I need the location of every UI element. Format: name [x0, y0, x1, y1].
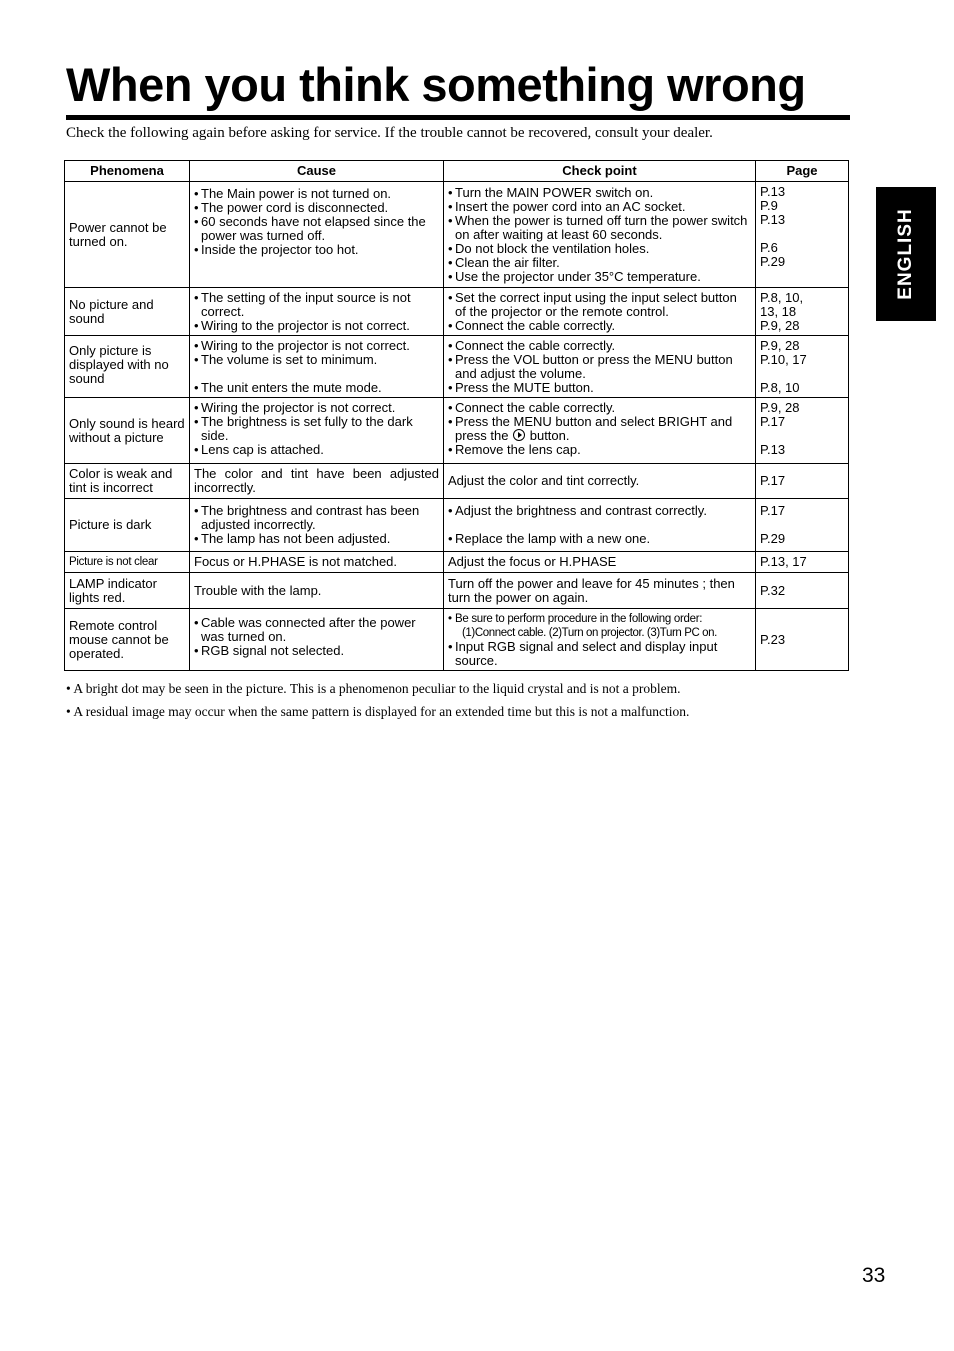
cause-cell: The color and tint have been adjusted incorrectly. [190, 464, 444, 499]
check-item: • Input RGB signal and select and display input source. [448, 640, 751, 668]
cause-item: • Wiring to the projector is not correct. [194, 319, 439, 333]
cause-item: • The brightness is set fully to the dark side. [194, 415, 439, 443]
cause-cell [190, 182, 444, 288]
check-item-text-end: button. [529, 428, 570, 443]
cause-item: • The volume is set to minimum. [194, 353, 439, 367]
check-cell: Adjust the color and tint correctly. [444, 464, 756, 499]
check-cell: Adjust the focus or H.PHASE [444, 552, 756, 573]
page-cell: P.23 [756, 609, 849, 671]
page-cell: P.17 [756, 464, 849, 499]
page-cell [756, 398, 849, 464]
table-row [65, 398, 849, 464]
note-item: • A residual image may occur when the same pattern is displayed for an extended time but this is not a malfunction. [66, 704, 690, 719]
header-phenomena: Phenomena [65, 161, 190, 182]
check-item: • Insert the power cord into an AC socket. [448, 200, 751, 214]
table-row [65, 464, 849, 499]
check-item-text: Press the MENU button and select BRIGHT and press the [455, 414, 733, 443]
page-ref: P.10, 17 [760, 351, 807, 367]
table-row [65, 573, 849, 609]
page-ref: P.13 [760, 442, 786, 457]
check-item-subline: (1)Connect cable. (2)Turn on projector. (3)Turn PC on. [462, 626, 717, 639]
cause-cell [190, 288, 444, 336]
phenomena-cell: Remote control mouse cannot be operated. [65, 609, 190, 671]
phenomena-cell: Only picture is displayed with no sound [65, 336, 190, 398]
page-ref: P.8, 10, [760, 289, 804, 305]
page-ref: P.6 [760, 240, 778, 255]
check-cell [444, 336, 756, 398]
page-cell [756, 499, 849, 552]
language-tab-label: ENGLISH [895, 208, 916, 300]
page-ref: P.8, 10 [760, 379, 800, 395]
phenomena-cell: Picture is not clear [65, 552, 190, 573]
check-item: • Connect the cable correctly. [448, 401, 751, 415]
cause-item: • The setting of the input source is not correct. [194, 291, 439, 319]
page-cell [756, 288, 849, 336]
check-item: • Be sure to perform procedure in the following order: [448, 612, 751, 626]
table-row [65, 182, 849, 288]
page-ref: P.17 [760, 503, 786, 518]
page-ref: P.29 [760, 254, 786, 269]
page-ref: P.29 [760, 531, 786, 546]
cause-cell [190, 398, 444, 464]
check-cell [444, 398, 756, 464]
check-cell [444, 499, 756, 552]
phenomena-cell: Only sound is heard without a picture [65, 398, 190, 464]
page-cell: P.13, 17 [756, 552, 849, 573]
check-item: • Set the correct input using the input select button of the projector or the remote control. [448, 291, 751, 319]
intro-text: Check the following again before asking for service. If the trouble cannot be recovered, consult your dealer. [66, 125, 713, 141]
check-item [448, 415, 751, 443]
table-row [65, 336, 849, 398]
page-ref: P.13 [760, 184, 786, 199]
phenomena-cell: Picture is dark [65, 499, 190, 552]
check-item: • When the power is turned off turn the power switch on after waiting at least 60 seconds. [448, 214, 751, 242]
cause-item: • The unit enters the mute mode. [194, 381, 439, 395]
page-cell [756, 336, 849, 398]
check-item: • Use the projector under 35°C temperature. [448, 270, 751, 284]
page-cell: P.32 [756, 573, 849, 609]
cause-cell [190, 336, 444, 398]
page-ref: P.9, 28 [760, 400, 800, 415]
check-item: • Do not block the ventilation holes. [448, 242, 751, 256]
check-item: • Remove the lens cap. [448, 443, 751, 457]
cause-item: • The lamp has not been adjusted. [194, 532, 439, 546]
page-ref: P.9, 28 [760, 337, 800, 353]
cause-item: • The power cord is disconnected. [194, 201, 439, 215]
cause-item: • Inside the projector too hot. [194, 243, 439, 257]
check-item: • Replace the lamp with a new one. [448, 532, 751, 546]
cause-item: • The brightness and contrast has been adjusted incorrectly. [194, 504, 439, 532]
cause-cell: Focus or H.PHASE is not matched. [190, 552, 444, 573]
cause-item: • RGB signal not selected. [194, 644, 439, 658]
phenomena-cell: Color is weak and tint is incorrect [65, 464, 190, 499]
header-check-point: Check point [444, 161, 756, 182]
cause-item: • Cable was connected after the power was turned on. [194, 616, 439, 644]
cause-item: • Lens cap is attached. [194, 443, 439, 457]
table-row [65, 609, 849, 671]
play-button-icon [513, 429, 525, 441]
check-cell [444, 288, 756, 336]
cause-cell: Trouble with the lamp. [190, 573, 444, 609]
header-page: Page [756, 161, 849, 182]
check-item: • Press the MUTE button. [448, 381, 751, 395]
language-tab [876, 187, 936, 321]
page-ref [760, 227, 844, 241]
page-title: When you think something wrong [66, 58, 806, 111]
cause-cell [190, 609, 444, 671]
page-ref: P.9 [760, 198, 778, 213]
note-text: A bright dot may be seen in the picture. This is a phenomenon peculiar to the liquid crystal and is not a problem. [73, 681, 681, 696]
page-ref: P.13 [760, 212, 786, 227]
cause-cell [190, 499, 444, 552]
title-rule [66, 115, 850, 120]
cause-item: • 60 seconds have not elapsed since the power was turned off. [194, 215, 439, 243]
page-cell [756, 182, 849, 288]
table-row [65, 552, 849, 573]
table-row [65, 288, 849, 336]
check-item: • Connect the cable correctly. [448, 319, 751, 333]
check-cell: Turn off the power and leave for 45 minutes ; then turn the power on again. [444, 573, 756, 609]
phenomena-cell: No picture and sound [65, 288, 190, 336]
check-cell [444, 609, 756, 671]
table-row [65, 499, 849, 552]
note-item: • A bright dot may be seen in the picture. This is a phenomenon peculiar to the liquid crystal and is not a problem. [66, 681, 681, 696]
page-ref [760, 429, 844, 443]
page-ref [760, 518, 844, 532]
check-item: • Turn the MAIN POWER switch on. [448, 186, 751, 200]
check-item: • Clean the air filter. [448, 256, 751, 270]
troubleshooting-table [64, 160, 849, 671]
cause-item: • Wiring to the projector is not correct. [194, 339, 439, 353]
check-item: • Adjust the brightness and contrast correctly. [448, 504, 751, 518]
phenomena-cell: LAMP indicator lights red. [65, 573, 190, 609]
check-cell [444, 182, 756, 288]
cause-item: • The Main power is not turned on. [194, 187, 439, 201]
check-item: • Press the VOL button or press the MENU button and adjust the volume. [448, 353, 751, 381]
phenomena-cell: Power cannot be turned on. [65, 182, 190, 288]
note-text: A residual image may occur when the same pattern is displayed for an extended time but this is not a malfunction. [73, 704, 690, 719]
notes [66, 681, 689, 727]
page-number: 33 [862, 1264, 886, 1287]
header-cause: Cause [190, 161, 444, 182]
page-ref: P.17 [760, 414, 786, 429]
page-ref: 13, 18 [760, 303, 797, 319]
page-ref [760, 367, 844, 381]
table-header-row [65, 161, 849, 182]
cause-item: • Wiring the projector is not correct. [194, 401, 439, 415]
check-item: • Connect the cable correctly. [448, 339, 751, 353]
page-ref: P.9, 28 [760, 317, 800, 333]
